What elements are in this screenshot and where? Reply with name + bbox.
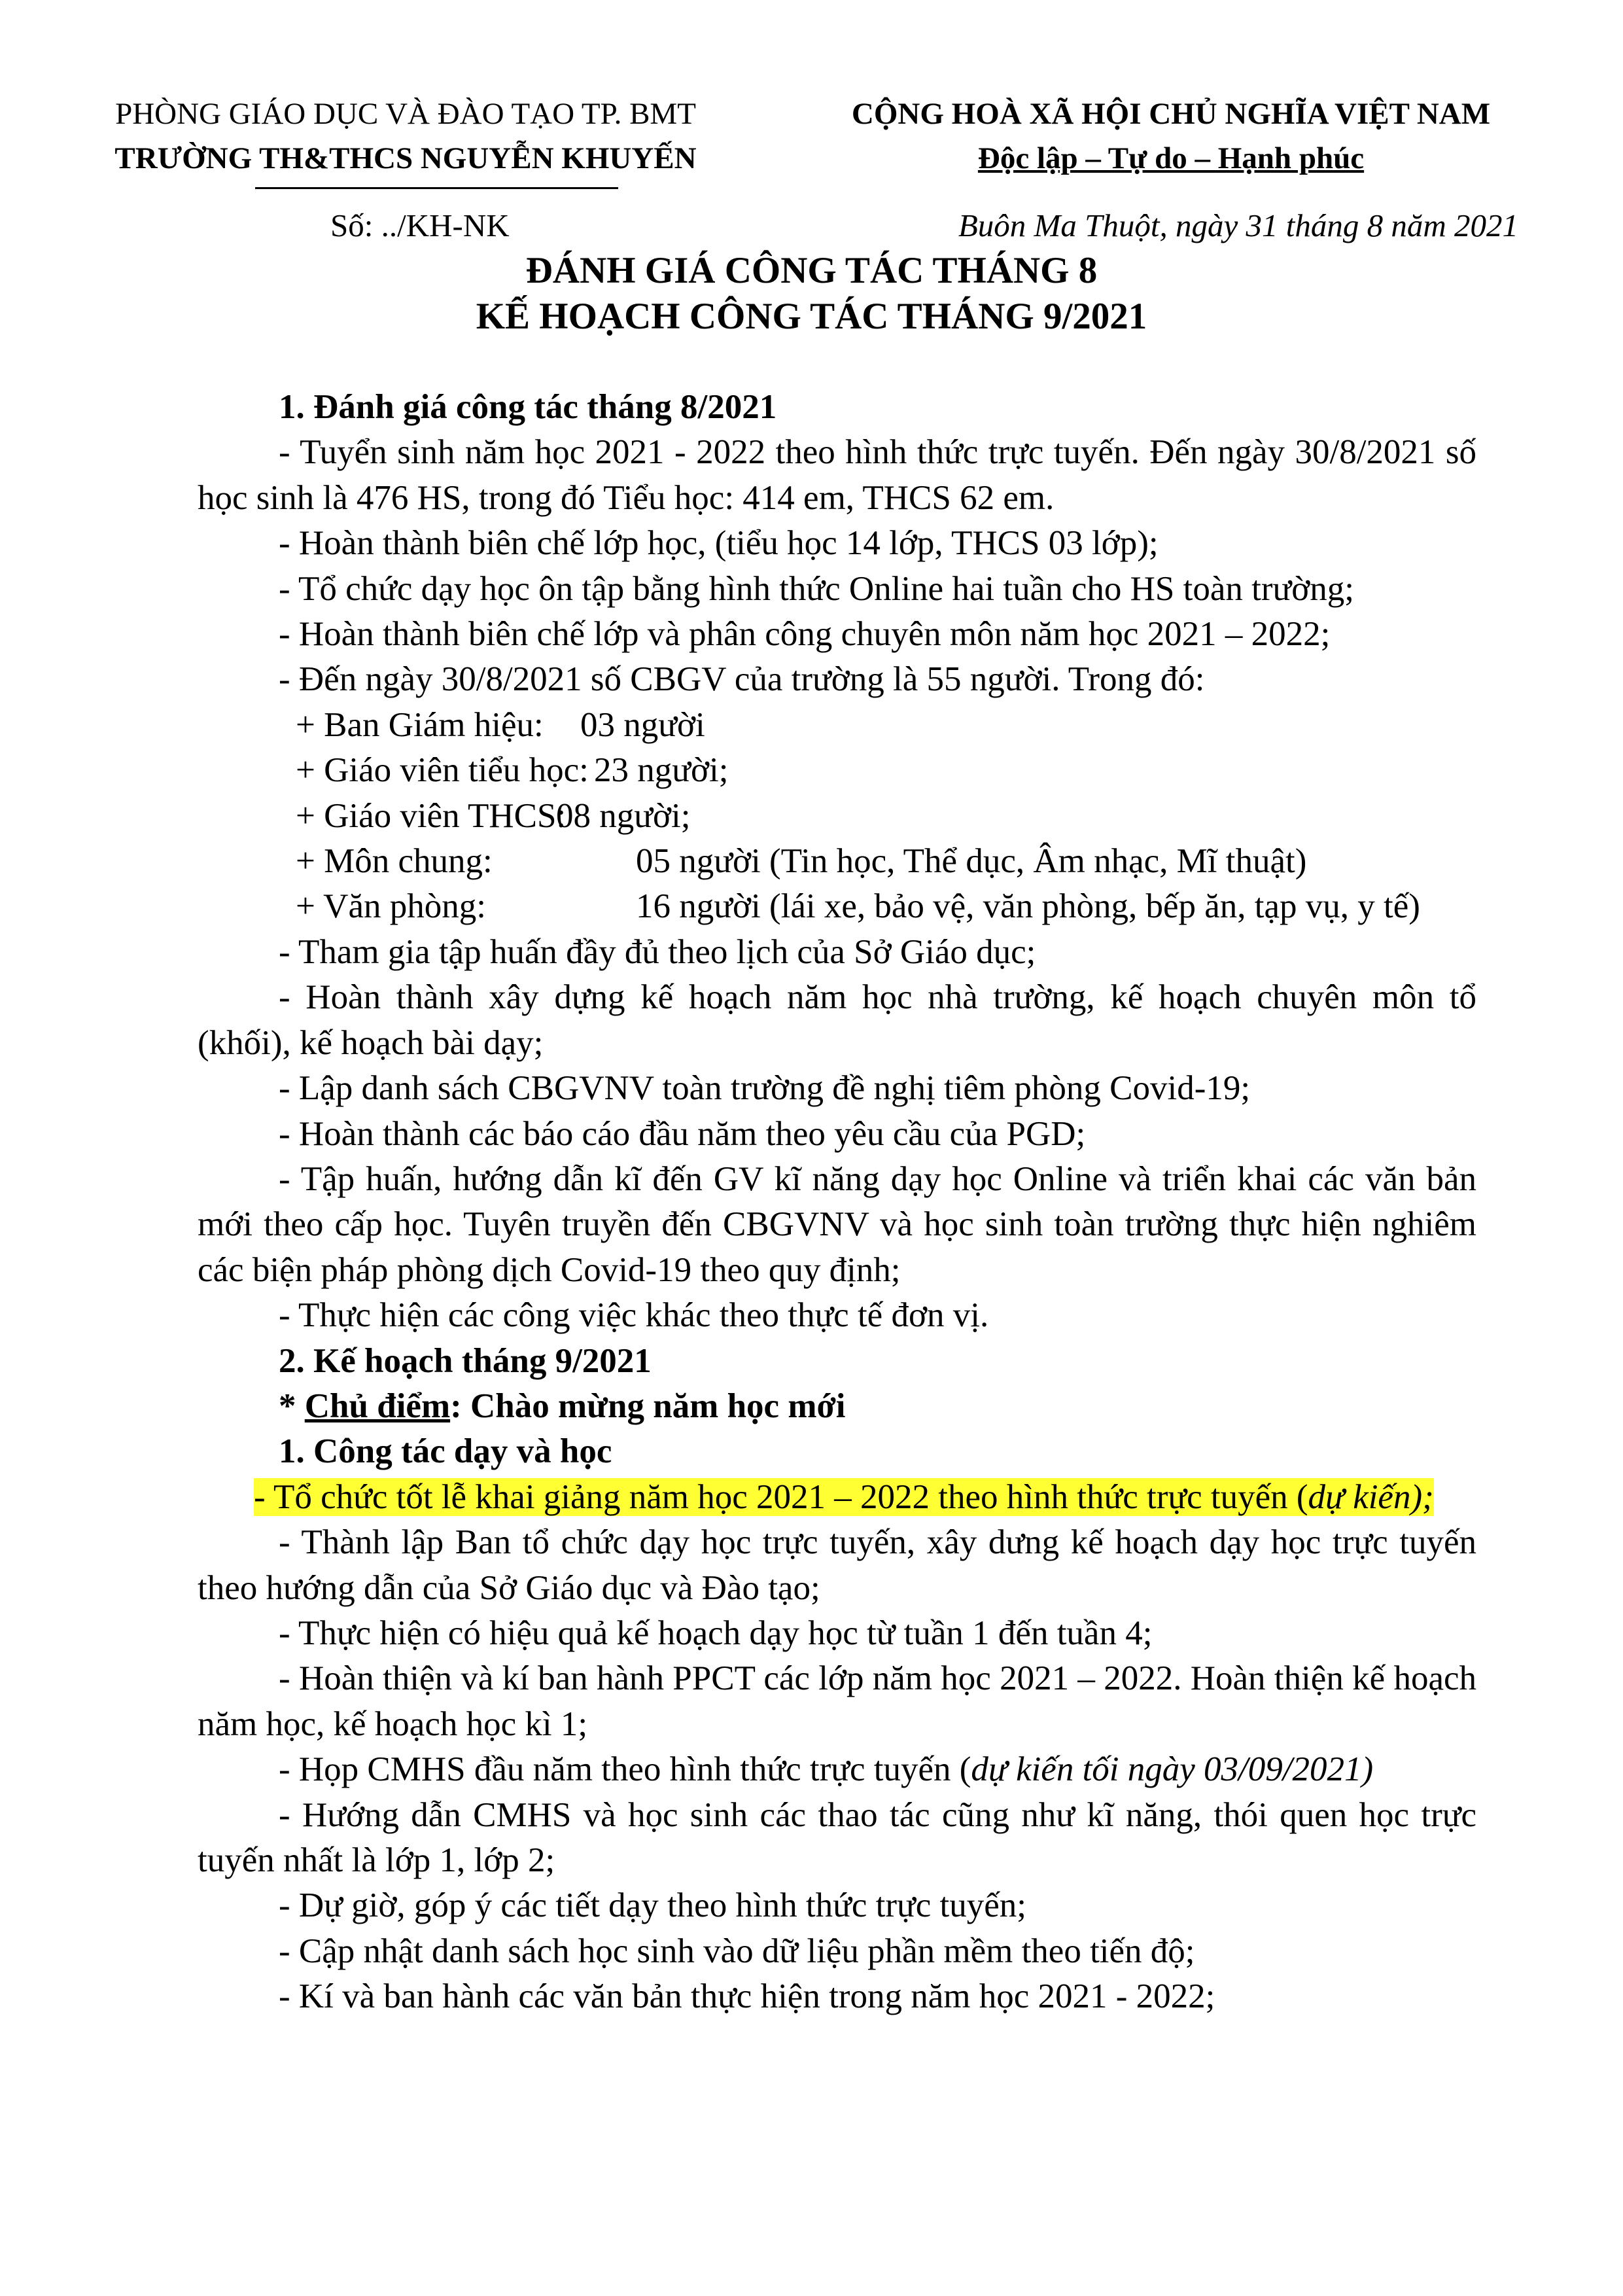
staff-count: 05 người (Tin học, Thể dục, Âm nhạc, Mĩ thuật) (636, 842, 1307, 881)
school-name: TRƯỜNG TH&THCS NGUYỄN KHUYẾN (114, 141, 697, 175)
document-title-line2: KẾ HOẠCH CÔNG TÁC THÁNG 9/2021 (476, 296, 1147, 337)
national-motto: Độc lập – Tự do – Hạnh phúc (977, 141, 1365, 175)
item-vaccination-list: - Lập danh sách CBGVNV toàn trường đề nghị tiêm phòng Covid-19; (279, 1069, 1251, 1108)
staff-label: + Văn phòng: (296, 887, 486, 926)
item-sign-documents: - Kí và ban hành các văn bản thực hiện trong năm học 2021 - 2022; (279, 1977, 1215, 2016)
item-training: - Tham gia tập huấn đầy đủ theo lịch của Sở Giáo dục; (279, 932, 1036, 971)
item-other-tasks: - Thực hiện các công việc khác theo thực tế đơn vị. (279, 1296, 989, 1335)
staff-row (198, 703, 1476, 748)
document-title-line1: ĐÁNH GIÁ CÔNG TÁC THÁNG 8 (525, 250, 1098, 291)
staff-count: 08 người; (556, 796, 691, 835)
section1-heading: 1. Đánh giá công tác tháng 8/2021 (279, 388, 777, 426)
document-number: Số: ../KH-NK (330, 207, 510, 243)
staff-row (198, 839, 1476, 884)
parent-meeting-note: dự kiến tối ngày 03/09/2021) (971, 1750, 1374, 1789)
item-ppct: - Hoàn thiện và kí ban hành PPCT các lớp năm học 2021 – 2022. Hoàn thiện kế hoạch năm học, kế hoạch học kì 1; (198, 1659, 1476, 1743)
agency-header (79, 92, 733, 181)
section2-heading: 2. Kế hoạch tháng 9/2021 (279, 1341, 652, 1380)
staff-row: + Giáo viên THCS: 08 người; (198, 794, 1476, 839)
parent-meeting-text: - Họp CMHS đầu năm theo hình thức trực tuyến ( (279, 1750, 971, 1789)
opening-ceremony-text: - Tổ chức tốt lễ khai giảng năm học 2021 – 2022 theo hình thức trực tuyến ( (254, 1477, 1308, 1516)
item-assignment: - Hoàn thành biên chế lớp và phân công chuyên môn năm học 2021 – 2022; (279, 615, 1331, 654)
national-header (805, 92, 1537, 181)
item-school-plan: - Hoàn thành xây dựng kế hoạch năm học nhà trường, kế hoạch chuyên môn tổ (khối), kế hoạch bài dạy; (198, 978, 1476, 1062)
item-weekly-plan: - Thực hiện có hiệu quả kế hoạch dạy học từ tuần 1 đến tuần 4; (279, 1614, 1153, 1652)
para-enrollment: - Tuyển sinh năm học 2021 - 2022 theo hình thức trực tuyến. Đến ngày 30/8/2021 số học sinh là 476 HS, trong đó Tiểu học: 414 em, THCS 62 em. (198, 433, 1476, 517)
theme-text: : Chào mừng năm học mới (450, 1386, 846, 1425)
item-classes: - Hoàn thành biên chế lớp học, (tiểu học 14 lớp, THCS 03 lớp); (279, 524, 1159, 563)
item-parent-meeting (198, 1747, 1476, 1792)
item-online-committee: - Thành lập Ban tổ chức dạy học trực tuyến, xây dưng kế hoạch dạy học trực tuyến theo hướng dẫn của Sở Giáo dục và Đào tạo; (198, 1523, 1476, 1607)
item-parent-guidance: - Hướng dẫn CMHS và học sinh các thao tác cũng như kĩ năng, thói quen học trực tuyến nhất là lớp 1, lớp 2; (198, 1795, 1476, 1879)
header-underline (255, 187, 618, 189)
item-class-observation: - Dự giờ, góp ý các tiết dạy theo hình thức trực tuyến; (279, 1886, 1026, 1925)
opening-ceremony-note: dự kiến); (1308, 1477, 1434, 1516)
item-database-update: - Cập nhật danh sách học sinh vào dữ liệu phần mềm theo tiến độ; (279, 1932, 1195, 1970)
staff-row (198, 884, 1476, 929)
item-online-training: - Tập huấn, hướng dẫn kĩ đến GV kĩ năng dạy học Online và triển khai các văn bản mới theo cấp học. Tuyên truyền đến CBGVNV và học sinh toàn trường thực hiện nghiêm các biện pháp phòng dịch Covid-19 theo quy định; (198, 1159, 1476, 1289)
staff-row: + Giáo viên tiểu học: 23 người; (198, 748, 1476, 793)
national-title: CỘNG HOÀ XÃ HỘI CHỦ NGHĨA VIỆT NAM (851, 97, 1491, 131)
staff-label: + Ban Giám hiệu: (296, 705, 544, 744)
theme-line (198, 1384, 1476, 1429)
item-staff-total: - Đến ngày 30/8/2021 số CBGV của trường là 55 người. Trong đó: (279, 660, 1205, 699)
staff-count: 23 người; (594, 751, 729, 790)
staff-count: 03 người (580, 705, 705, 744)
item-reports: - Hoàn thành các báo cáo đầu năm theo yêu cầu của PGD; (279, 1114, 1086, 1153)
teaching-heading: 1. Công tác dạy và học (279, 1432, 612, 1471)
place-date: Buôn Ma Thuột, ngày 31 tháng 8 năm 2021 (958, 207, 1518, 243)
agency-name: PHÒNG GIÁO DỤC VÀ ĐÀO TẠO TP. BMT (115, 97, 696, 131)
document-body (198, 385, 1476, 2020)
item-online-review: - Tổ chức dạy học ôn tập bằng hình thức Online hai tuần cho HS toàn trường; (279, 569, 1354, 608)
item-opening-ceremony (198, 1475, 1476, 1520)
staff-count: 16 người (lái xe, bảo vệ, văn phòng, bếp ăn, tạp vụ, y tế) (636, 887, 1420, 926)
staff-label: + Môn chung: (296, 842, 493, 881)
theme-prefix: * (279, 1386, 305, 1425)
theme-label: Chủ điểm (304, 1386, 451, 1425)
